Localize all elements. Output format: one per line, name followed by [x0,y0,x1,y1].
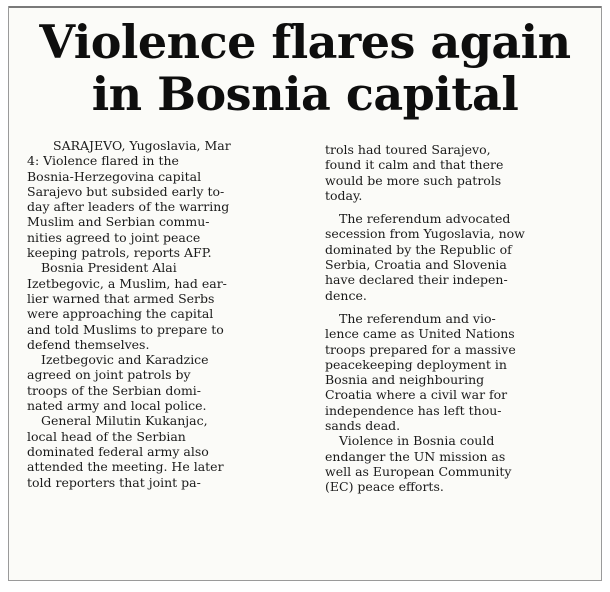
article-line: lier warned that armed Serbs [27,290,215,306]
article-line: told reporters that joint pa- [27,474,201,490]
article-line: today. [325,187,363,203]
headline-line-2: in Bosnia capital [91,67,519,121]
article-line: secession from Yugoslavia, now [325,226,525,242]
article-line: Croatia where a civil war for [325,387,508,403]
article-line: dominated by the Republic of [325,241,512,257]
article-line: nated army and local police. [27,398,207,414]
article-line: General Milutin Kukanjac, [41,413,208,429]
article-line: The referendum and vio- [339,310,496,326]
article-line: troops of the Serbian domi- [27,382,202,398]
article-line: SARAJEVO, Yugoslavia, Mar [53,138,231,153]
article-line: dence. [325,287,367,303]
article-line: keeping patrols, reports AFP. [27,245,212,261]
article-line: The referendum advocated [339,211,511,227]
article-line: endanger the UN mission as [325,448,506,464]
article-line: would be more such patrols [325,172,502,188]
article-line: trols had toured Sarajevo, [325,142,491,157]
newspaper-clipping [8,6,602,581]
article-column-right [325,142,595,495]
article-line: found it calm and that there [325,157,504,173]
article-line: attended the meeting. He later [27,459,224,475]
article-line: peacekeeping deployment in [325,356,507,372]
article-line: Bosnia-Herzegovina capital [27,168,202,184]
article-column-left [27,138,299,490]
article-line: local head of the Serbian [27,428,186,444]
article-line: have declared their indepen- [325,272,508,288]
article-line: nities agreed to joint peace [27,229,201,245]
article-line: dominated federal army also [27,443,209,459]
article-line: Bosnia and neighbouring [325,372,485,388]
article-line: Serbia, Croatia and Slovenia [325,257,507,273]
article-line: and told Muslims to prepare to [27,321,224,337]
top-rule [9,6,601,8]
article-line: defend themselves. [27,336,150,352]
article-line: day after leaders of the warring [27,199,230,215]
article-line: well as European Community [325,463,512,479]
article-line: 4: Violence flared in the [27,153,179,169]
article-line: lence came as United Nations [325,326,515,342]
article-line: Muslim and Serbian commu- [27,214,210,230]
headline-line-1: Violence flares again [39,15,571,69]
article-line: Izetbegovic and Karadzice [41,352,209,368]
article-line: Bosnia President Alai [41,260,177,276]
article-line: sands dead. [325,418,401,434]
headline [9,16,601,120]
article-line: Sarajevo but subsided early to- [27,183,225,199]
article-line: troops prepared for a massive [325,341,516,357]
article-line: (EC) peace efforts. [325,479,444,495]
article-line: were approaching the capital [27,306,214,322]
article-line: Violence in Bosnia could [339,433,495,449]
article-line: agreed on joint patrols by [27,367,191,383]
article-line: Izetbegovic, a Muslim, had ear- [27,275,227,291]
article-line: independence has left thou- [325,402,502,418]
